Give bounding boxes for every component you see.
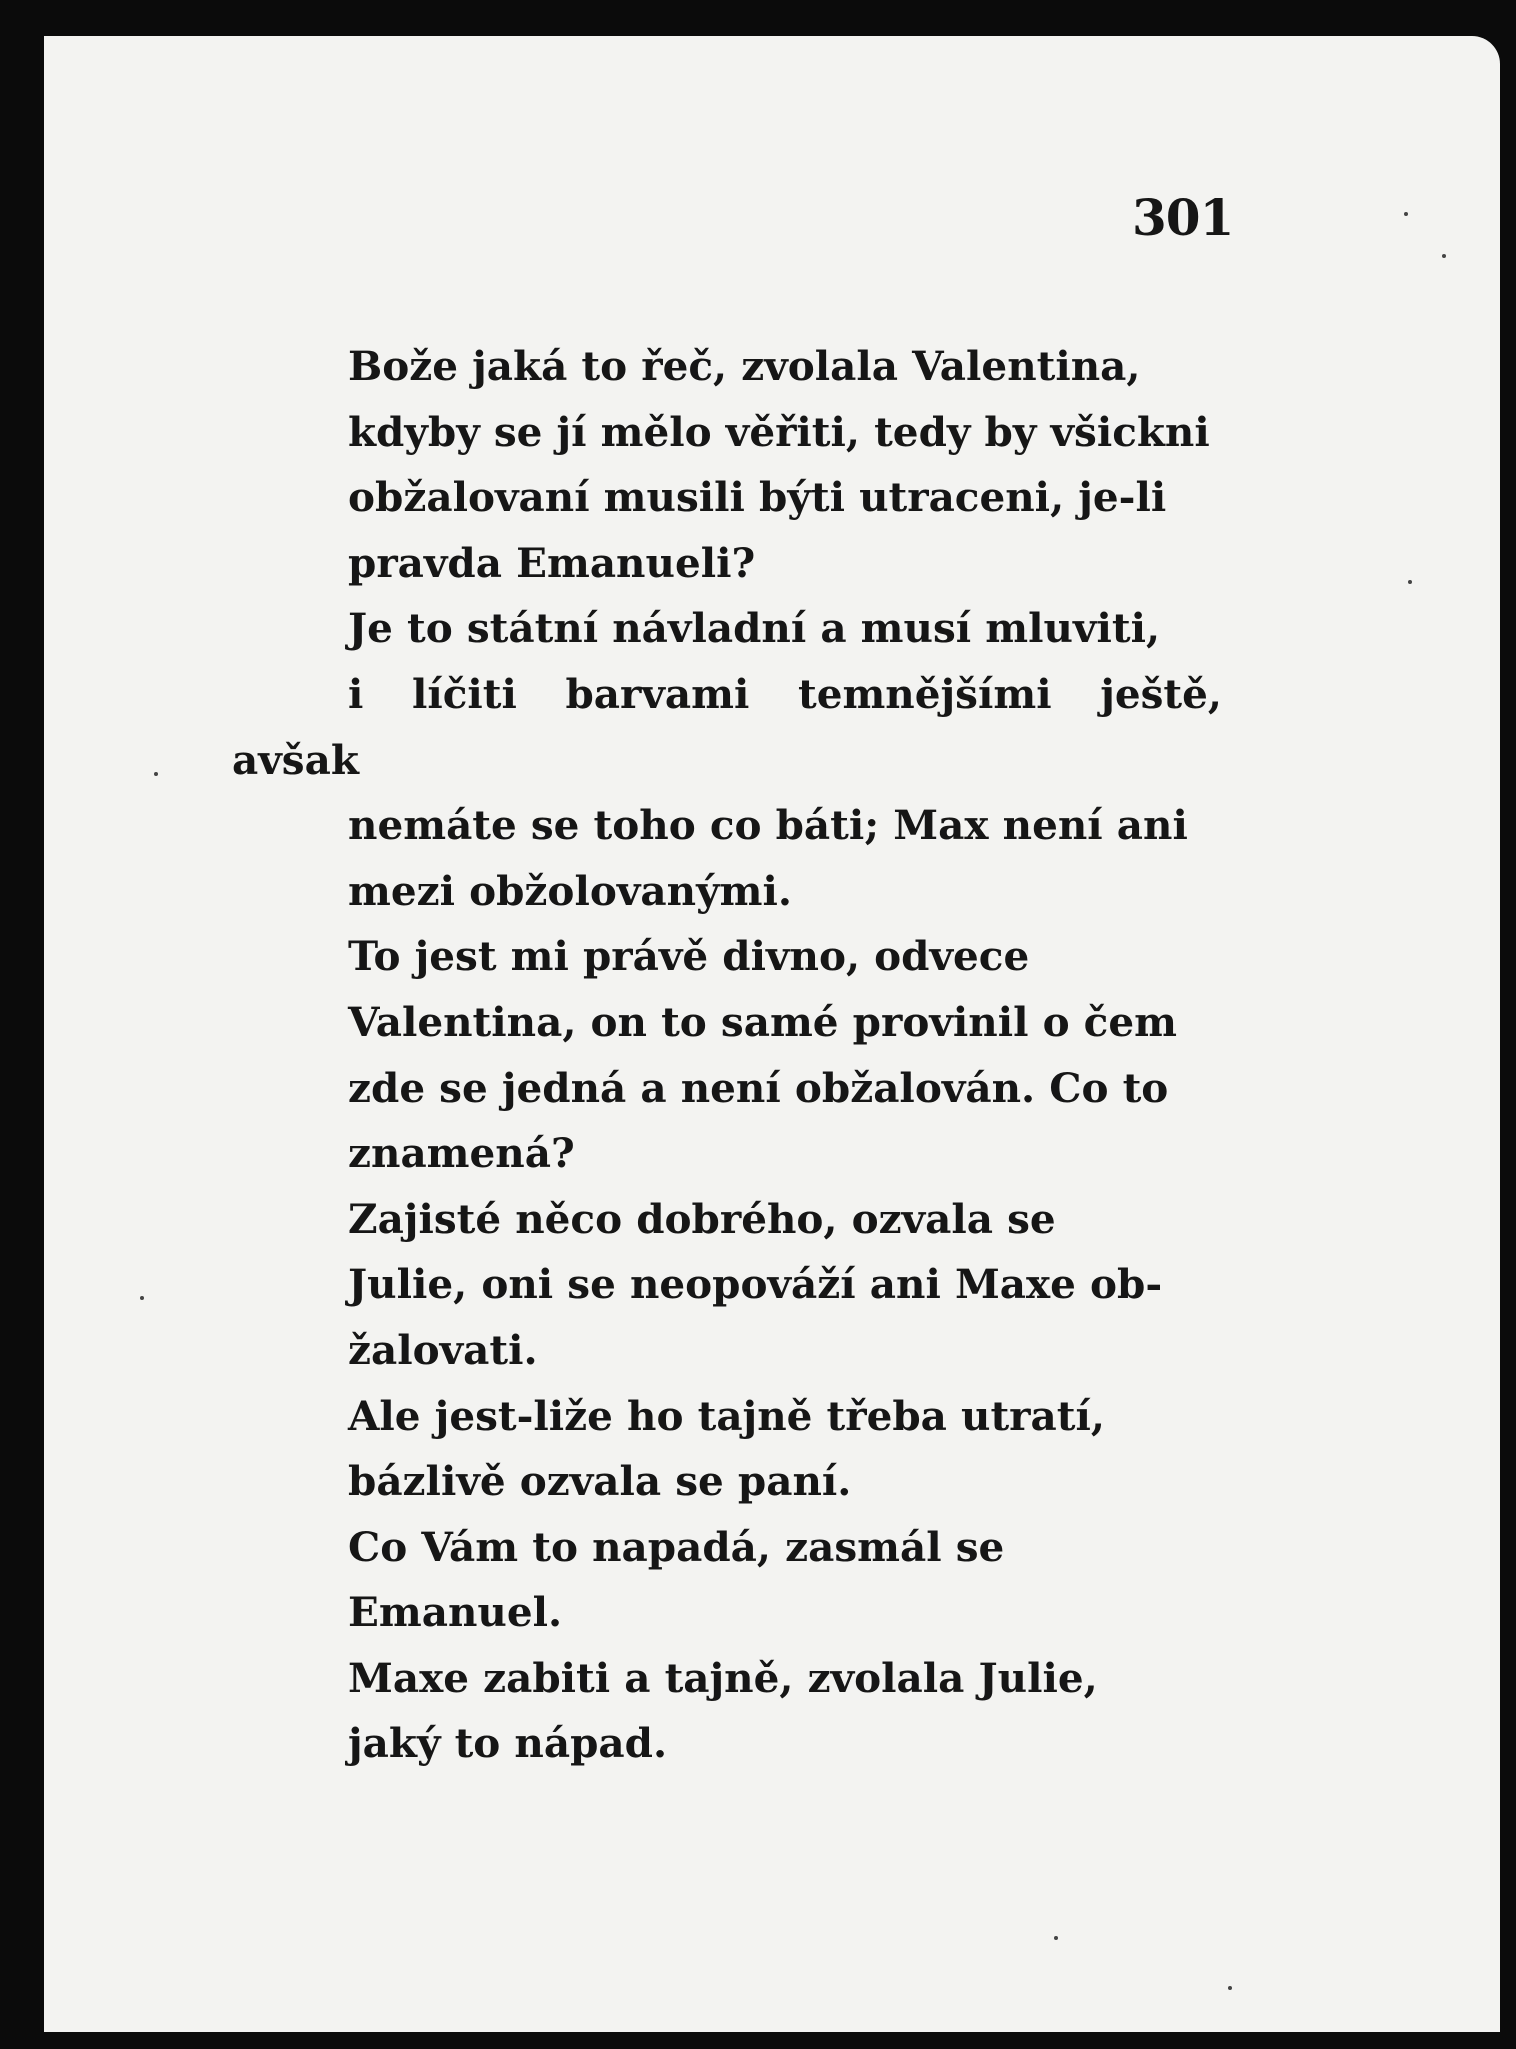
text-line: i líčiti barvami temnějšími ještě, avšak: [232, 669, 1222, 784]
scan-speck: [1408, 580, 1412, 584]
scan-speck: [1442, 254, 1446, 258]
scan-speck: [1404, 212, 1408, 216]
text-line: Bože jaká to řeč, zvolala Valentina,: [348, 342, 1141, 390]
text-line: žalovati.: [348, 1325, 538, 1374]
text-line: nemáte se toho co báti; Max není ani: [348, 801, 1188, 850]
book-page: [44, 36, 1500, 2032]
text-line: Julie, oni se neopováží ani Maxe ob-: [348, 1260, 1163, 1309]
text-line: Zajisté něco dobrého, ozvala se: [348, 1194, 1056, 1243]
page-text: [232, 334, 1222, 1777]
text-line: jaký to nápad.: [348, 1719, 668, 1768]
paragraph: [232, 1384, 1222, 1515]
text-line: Valentina, on to samé provinil o čem: [348, 997, 1177, 1046]
text-line: znamená?: [348, 1129, 575, 1178]
text-line: kdyby se jí mělo věřiti, tedy by všickni: [348, 407, 1210, 456]
text-line: bázlivě ozvala se paní.: [348, 1457, 852, 1506]
scan-speck: [154, 772, 158, 776]
text-line: Emanuel.: [348, 1588, 563, 1637]
scan-speck: [1054, 1936, 1058, 1940]
paragraph: [232, 1187, 1222, 1384]
scan-speck: [140, 1296, 144, 1300]
text-line: Ale jest-liže ho tajně třeba utratí,: [348, 1391, 1105, 1440]
text-line: mezi obžolovanými.: [348, 866, 792, 915]
text-line: Maxe zabiti a tajně, zvolala Julie,: [348, 1653, 1098, 1702]
text-line: obžalovaní musili býti utraceni, je-li: [348, 473, 1167, 522]
paragraph: [232, 924, 1222, 1186]
paragraph: [232, 596, 1222, 924]
paragraph: [232, 1515, 1222, 1646]
text-line: pravda Emanueli?: [348, 538, 756, 587]
text-line: Je to státní návladní a musí mluviti,: [348, 604, 1161, 653]
page-number: 301: [1132, 188, 1234, 247]
paragraph: [232, 1646, 1222, 1777]
scan-speck: [1228, 1986, 1232, 1990]
paragraph: [232, 334, 1222, 596]
text-line: To jest mi právě divno, odvece: [348, 932, 1030, 981]
text-line: zde se jedná a není obžalován. Co to: [348, 1063, 1169, 1112]
text-line: Co Vám to napadá, zasmál se: [348, 1522, 1005, 1571]
